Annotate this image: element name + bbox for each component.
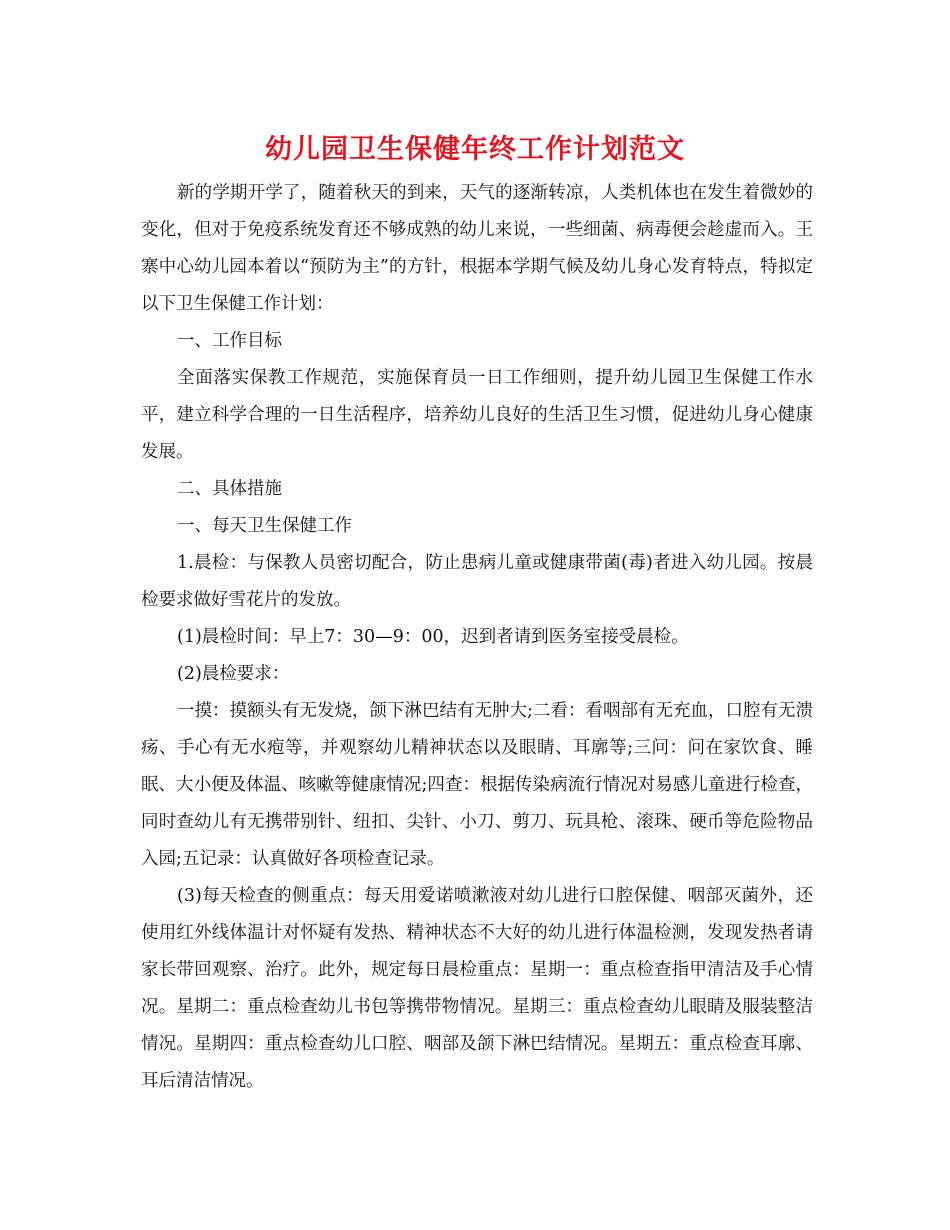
morning-check-time: (1)晨检时间：早上7：30—9：00，迟到者请到医务室接受晨检。 <box>177 627 689 647</box>
intro-paragraph: 新的学期开学了，随着秋天的到来，天气的逐渐转凉，人类机体也在发生着微妙的变化，但对于免疫系统发育还不够成熟的幼儿来说，一些细菌、病毒便会趁虚而入。王寨中心幼儿园本着以“预防为主”的方针，根据本学期气候及幼儿身心发育特点，特拟定以下卫生保健工作计划： <box>141 183 813 314</box>
document-body <box>141 175 813 1100</box>
morning-check-requirements-heading: (2)晨检要求： <box>177 664 290 684</box>
morning-check-requirements: 一摸：摸额头有无发烧，颌下淋巴结有无肿大;二看：看咽部有无充血，口腔有无溃疡、手心有无水疱等，并观察幼儿精神状态以及眼睛、耳廓等;三问：问在家饮食、睡眠、大小便及体温、咳嗽等健康情况;四查：根据传染病流行情况对易感儿童进行检查，同时查幼儿有无携带别针、纽扣、尖针、小刀、剪刀、玩具枪、滚珠、硬币等危险物品入园;五记录：认真做好各项检查记录。 <box>141 701 813 869</box>
goals-paragraph: 全面落实保教工作规范，实施保育员一日工作细则，提升幼儿园卫生保健工作水平，建立科学合理的一日生活程序，培养幼儿良好的生活卫生习惯，促进幼儿身心健康发展。 <box>141 368 813 462</box>
section-heading-goals: 一、工作目标 <box>177 331 282 351</box>
daily-check-focus: (3)每天检查的侧重点：每天用爱诺喷漱液对幼儿进行口腔保健、咽部灭菌外，还使用红外线体温计对怀疑有发热、精神状态不大好的幼儿进行体温检测，发现发热者请家长带回观察、治疗。此外，规定每日晨检重点：星期一：重点检查指甲清洁及手心情况。星期二：重点检查幼儿书包等携带物情况。星期三：重点检查幼儿眼睛及服装整洁情况。星期四：重点检查幼儿口腔、咽部及颌下淋巴结情况。星期五：重点检查耳廓、耳后清洁情况。 <box>141 886 813 1091</box>
morning-check-paragraph: 1.晨检：与保教人员密切配合，防止患病儿童或健康带菌(毒)者进入幼儿园。按晨检要求做好雪花片的发放。 <box>141 553 813 610</box>
document-title: 幼儿园卫生保健年终工作计划范文 <box>265 134 685 165</box>
subsection-heading-daily: 一、每天卫生保健工作 <box>177 516 352 536</box>
section-heading-measures: 二、具体措施 <box>177 479 282 499</box>
